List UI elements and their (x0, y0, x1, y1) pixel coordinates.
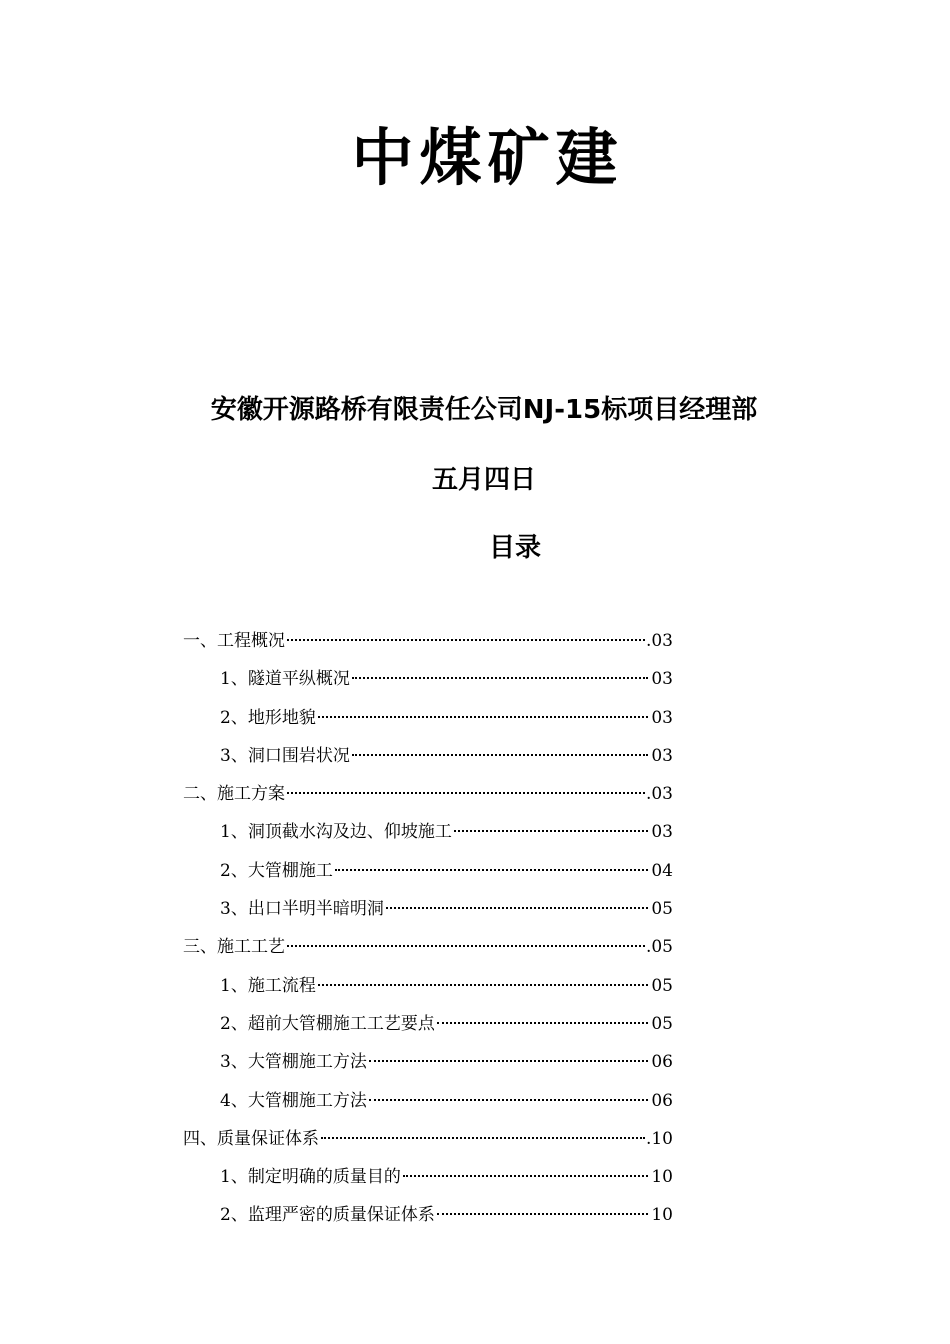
toc-entry-label: 4、大管棚施工方法 (220, 1090, 367, 1111)
toc-leader-dots (352, 754, 648, 756)
toc-entry-page: 03 (651, 707, 673, 728)
toc-entry-3-4[interactable] (183, 1082, 673, 1120)
toc-entry-label: 二、施工方案 (183, 784, 285, 805)
toc-entry-page: 03 (651, 822, 673, 843)
toc-leader-dots (386, 907, 648, 909)
toc-leader-dots (437, 1213, 648, 1215)
toc-entry-page: .10 (645, 1128, 673, 1149)
toc-entry-3-1[interactable] (183, 967, 673, 1005)
toc-entry-label: 一、工程概况 (183, 631, 285, 651)
toc-entry-3-2[interactable] (183, 1005, 673, 1043)
toc-entry-section-4[interactable] (183, 1120, 673, 1158)
toc-leader-dots (287, 639, 645, 641)
toc-leader-dots (437, 1022, 648, 1024)
document-date: 五月四日 (431, 465, 536, 495)
toc-entry-4-2[interactable] (183, 1196, 673, 1234)
toc-entry-page: 10 (651, 1205, 673, 1226)
toc-entry-label: 3、洞口围岩状况 (220, 745, 350, 766)
toc-entry-4-1[interactable] (183, 1158, 673, 1196)
toc-entry-page: 06 (651, 1052, 673, 1073)
toc-leader-dots (287, 792, 645, 794)
toc-entry-page: .03 (645, 784, 673, 805)
toc-entry-page: 05 (651, 899, 673, 920)
toc-leader-dots (369, 1060, 648, 1062)
toc-heading: 目录 (488, 533, 541, 563)
toc-entry-page: 03 (651, 669, 673, 690)
toc-entry-page: 04 (651, 860, 673, 881)
toc-entry-label: 四、质量保证体系 (183, 1128, 319, 1149)
toc-leader-dots (287, 945, 645, 947)
toc-leader-dots (369, 1099, 648, 1101)
toc-leader-dots (318, 984, 648, 986)
toc-leader-dots (454, 830, 648, 832)
toc-entry-page: 10 (651, 1167, 673, 1188)
toc-leader-dots (352, 677, 648, 679)
toc-entry-section-1[interactable] (183, 622, 673, 660)
toc-entry-page: 06 (651, 1090, 673, 1111)
toc-entry-1-2[interactable] (183, 699, 673, 737)
toc-entry-label: 2、大管棚施工 (220, 860, 333, 881)
toc-entry-page: 05 (651, 1013, 673, 1034)
toc-entry-page: 05 (651, 975, 673, 996)
company-name: 安徽开源路桥有限责任公司NJ-15标项目经理部 (210, 395, 758, 425)
toc-entry-label: 3、大管棚施工方法 (220, 1052, 367, 1073)
toc-entry-section-3[interactable] (183, 928, 673, 966)
toc-entry-label: 2、地形地貌 (220, 707, 316, 728)
cover-title: 中煤矿建 (351, 121, 624, 194)
toc-entry-label: 1、制定明确的质量目的 (220, 1167, 401, 1188)
toc-entry-page: 03 (651, 745, 673, 766)
toc-entry-page: .03 (645, 631, 673, 651)
toc-entry-label: 3、出口半明半暗明洞 (220, 899, 384, 920)
toc-entry-1-1[interactable] (183, 660, 673, 698)
toc-leader-dots (321, 1137, 645, 1139)
toc-entry-label: 2、监理严密的质量保证体系 (220, 1205, 435, 1226)
toc-leader-dots (335, 869, 648, 871)
toc-entry-2-2[interactable] (183, 852, 673, 890)
toc-entry-page: .05 (645, 937, 673, 958)
toc-entry-2-1[interactable] (183, 813, 673, 851)
toc-entry-section-2[interactable] (183, 775, 673, 813)
toc-leader-dots (403, 1175, 648, 1177)
toc-entry-label: 1、洞顶截水沟及边、仰坡施工 (220, 822, 452, 843)
toc-entry-label: 三、施工工艺 (183, 937, 285, 958)
toc-leader-dots (318, 716, 648, 718)
toc-entry-3-3[interactable] (183, 1043, 673, 1081)
toc-entry-label: 2、超前大管棚施工工艺要点 (220, 1013, 435, 1034)
toc-entry-1-3[interactable] (183, 737, 673, 775)
table-of-contents (183, 622, 673, 1235)
toc-entry-label: 1、隧道平纵概况 (220, 669, 350, 690)
toc-entry-2-3[interactable] (183, 890, 673, 928)
toc-entry-label: 1、施工流程 (220, 975, 316, 996)
